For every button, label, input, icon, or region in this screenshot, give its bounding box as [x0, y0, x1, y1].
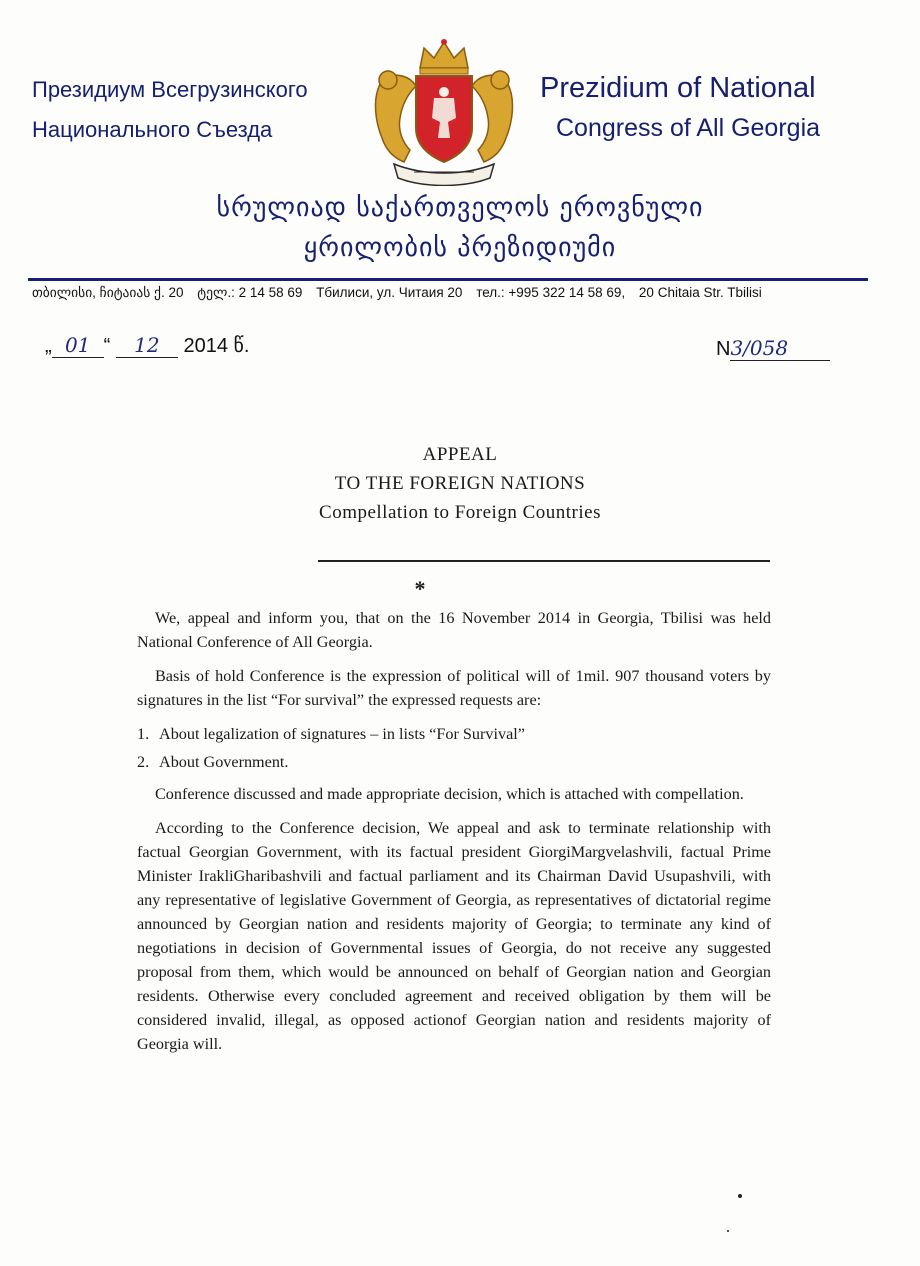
date-line: „ 01 “ 12 2014 წ.: [45, 333, 250, 357]
paragraph-2: Basis of hold Conference is the expression of political will of 1mil. 907 thousand voters by signatures in the list “For survival” the expressed requests are:: [137, 667, 771, 709]
date-day: 01: [52, 333, 104, 358]
paragraph-1: We, appeal and inform you, that on the 16 November 2014 in Georgia, Tbilisi was held National Conference of All Georgia.: [137, 609, 771, 651]
coat-of-arms-emblem: [364, 38, 524, 186]
letterhead-english: [540, 68, 880, 148]
list-item-number: 2.: [137, 753, 150, 771]
title-line2: TO THE FOREIGN NATIONS: [334, 473, 586, 494]
document-title: [0, 440, 920, 527]
title-line3: Compellation to Foreign Countries: [319, 502, 601, 523]
scan-speck: [727, 1230, 729, 1232]
list-item: [137, 722, 771, 746]
scan-speck: [738, 1194, 742, 1198]
letter-body: [137, 606, 771, 1066]
letterhead-en-line2: Congress of All Georgia: [556, 114, 821, 142]
address-georgian: თბილისი, ჩიტაიას ქ. 20: [32, 285, 184, 300]
title-divider: [318, 560, 770, 562]
letterhead-contacts: [32, 285, 892, 301]
phone-russian: тел.: +995 322 14 58 69,: [476, 285, 626, 300]
number-prefix: N: [716, 338, 731, 360]
address-russian: Тбилиси, ул. Читаия 20: [316, 285, 463, 300]
list-item: [137, 750, 771, 774]
document-number: [716, 336, 830, 361]
list-item-number: 1.: [137, 725, 150, 743]
asterisk-separator: *: [414, 576, 426, 601]
requests-list: [137, 722, 771, 774]
date-month: 12: [116, 333, 178, 358]
list-item-text: About Government.: [159, 753, 289, 771]
letterhead-en-line1: Prezidium of National: [540, 72, 816, 104]
letterhead-divider: [28, 278, 868, 281]
paragraph-4: According to the Conference decision, We appeal and ask to terminate relationship with factual Georgian Government, with its factual president GiorgiMargvelashvili, factual Prime Minister IrakliGharibashvili and factual parliament and its Chairman David Usupashvili, with any representative of legislative Government of Georgia, as representatives of dictatorial regime announced by Georgian nation and residents majority of Georgia; to terminate any kind of negotiations in decision of Governmental issues of Georgia, do not receive any suggested proposal from them, which would be announced on behalf of Georgian nation and Georgian residents. Otherwise every concluded agreement and received obligation by them will be considered invalid, illegal, as opposed actionof Georgian nation and residents majority of Georgia will.: [137, 819, 771, 1053]
letterhead-georgian: [0, 188, 920, 268]
letterhead-ru-line2: Национального Съезда: [32, 117, 273, 142]
address-english: 20 Chitaia Str. Tbilisi: [638, 285, 762, 300]
letterhead-ka-line1: სრულიად საქართველოს ეროვნული: [216, 193, 704, 223]
letterhead-ru-line1: Президиум Всегрузинского: [32, 77, 308, 102]
phone-georgian: ტელ.: 2 14 58 69: [197, 285, 303, 300]
letterhead-russian: [32, 70, 362, 150]
number-value: 3/058: [730, 336, 830, 361]
title-line1: APPEAL: [422, 444, 498, 465]
date-year: 2014 წ.: [183, 335, 250, 357]
list-item-text: About legalization of signatures – in lists “For Survival”: [159, 725, 525, 743]
letterhead-ka-line2: ყრილობის პრეზიდიუმი: [303, 233, 617, 263]
paragraph-3: Conference discussed and made appropriate decision, which is attached with compellation.: [155, 785, 744, 803]
